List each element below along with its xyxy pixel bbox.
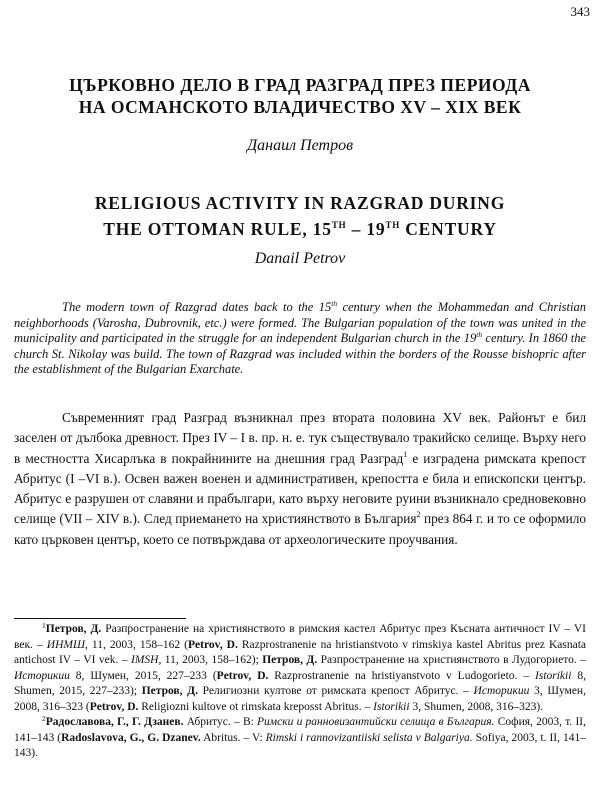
footnote-divider — [14, 618, 186, 619]
abstract — [14, 300, 586, 378]
fn-text: Абритус. – В: — [183, 716, 258, 728]
superscript: TH — [331, 220, 347, 230]
fn-text: Religiozni kultove ot rimskata kreposst Abritus. – — [138, 700, 374, 713]
footnotes — [14, 622, 586, 762]
fn-author: Petrov, D. — [89, 700, 139, 713]
fn-author: Petrov, D. — [216, 669, 269, 682]
fn-text: Razprostranenie na hristianstvoto v rimskiya kastel Abritus prez Kasnata antichost IV – VI vek. – — [14, 638, 587, 666]
body-text: Съвременният град Разград възникнал през втората половина XV век. Районът е бил заселен от дълбока древност. През IV – I в. пр. н. е. тук съществувало тракийско селище. Върху него в местността Хисарлъка в покрайнините на днешния град Разград — [14, 410, 586, 466]
author-name-bulgarian: Данаил Петров — [246, 137, 354, 154]
page-number: 343 — [570, 4, 590, 19]
fn-text: София, 2003, т. II, 141–143 ( — [14, 716, 586, 744]
title-bg-line-1: ЦЪРКОВНО ДЕЛО В ГРАД РАЗГРАД ПРЕЗ ПЕРИОДА — [69, 75, 531, 95]
fn-author: Петров, Д. — [141, 685, 198, 697]
fn-text: Религиозни култове от римската крепост Абритус. – — [197, 685, 474, 697]
fn-text: , 11, 2003, 158–162); — [158, 654, 263, 666]
title-en-text: THE OTTOMAN RULE, 15 — [103, 219, 332, 239]
fn-author: Петров, Д. — [45, 623, 102, 635]
fn-journal: Историкии — [14, 669, 70, 682]
footnote-ref-1[interactable]: 1 — [403, 449, 408, 459]
fn-text: Разпространение на християнството в римския кастел Абритус през Късната античност IV – VI век. – — [14, 623, 586, 651]
title-en-line-1: RELIGIOUS ACTIVITY IN RAZGRAD DURING — [94, 193, 506, 213]
fn-journal: ИНМШ — [46, 638, 85, 651]
title-en-line-2 — [0, 214, 600, 240]
abstract-text: century when the Mohammedan and Christian neighborhoods (Varosha, Dubrovnik, etc.) were formed. The Bulgarian population of the town was united in the municipality and participated in the struggle for an independent Bulgarian church in the 19 — [14, 300, 586, 345]
footnote-number: 2 — [42, 714, 46, 723]
fn-author: Петров, Д. — [262, 654, 318, 666]
fn-text: 3, Shumen, 2008, 316–323). — [409, 700, 544, 713]
fn-text: Razprostranenie na hristiyanstvoto v Ludogorieto. – — [268, 669, 536, 682]
fn-text: Sofiya, 2003, t. II, 141–143). — [14, 731, 586, 759]
title-en-text: CENTURY — [400, 219, 497, 239]
title-en-text: – 19 — [346, 219, 386, 239]
footnote-1 — [14, 622, 586, 715]
fn-text: 8, Shumen, 2015, 227–233); — [14, 669, 586, 697]
fn-book-title: Римски и ранновизантийски селища в България. — [257, 716, 495, 728]
fn-author: Радославова, Г., Г. Дзанев. — [45, 716, 184, 728]
fn-text: Разпространение на християнството в Лудогорието. – — [317, 654, 586, 666]
fn-text: 8, Шумен, 2015, 227–233 ( — [69, 669, 217, 682]
body-text: е изградена римската крепост Абритус (I –VI в.). Освен важен военен и административен, крепостта е била и епископски център. Абритус е разрушен от славяни и прабългари, като върху неговите руини възникнало средновековно селище (VII – XIV в.). След приемането на християнството в България — [14, 450, 586, 527]
author-name-english: Danail Petrov — [254, 250, 346, 267]
abstract-text: The modern town of Razgrad dates back to the 15 — [62, 300, 332, 314]
fn-text: Abritus. – V: — [200, 731, 266, 744]
fn-text: , 11, 2003, 158–162 ( — [84, 638, 188, 651]
article-title-english — [0, 192, 600, 240]
fn-journal: IMSH — [131, 654, 159, 666]
abstract-text: century. In 1860 the church St. Nikolay was build. The town of Razgrad was included within the borders of the Rousse bishopric after the establishment of the Bulgarian Exarchate. — [14, 331, 587, 376]
article-title-bulgarian — [0, 74, 600, 118]
superscript: th — [476, 330, 483, 339]
superscript: TH — [385, 220, 401, 230]
fn-journal: Istorikii — [373, 700, 410, 713]
fn-author: Radoslavova, G., G. Dzanev. — [61, 731, 201, 744]
fn-journal: Istorikii — [535, 669, 572, 682]
fn-book-title: Rimski i rannovizantiiski selista v Balgariya. — [265, 731, 473, 744]
body-text: през 864 г. и то се оформило като църковен център, което се потвърждава от археологическите проучвания. — [14, 511, 586, 547]
title-bg-line-2: НА ОСМАНСКОТО ВЛАДИЧЕСТВО XV – XIX ВЕК — [78, 97, 522, 117]
footnote-number: 1 — [42, 621, 46, 630]
body-paragraph — [14, 408, 586, 550]
fn-journal: Историкии — [473, 685, 530, 697]
footnote-ref-2[interactable]: 2 — [416, 510, 421, 520]
footnote-2 — [14, 715, 586, 762]
fn-author: Petrov, D. — [187, 638, 238, 651]
fn-text: 3, Шумен, 2008, 316–323 ( — [14, 685, 586, 713]
superscript: th — [331, 299, 338, 308]
